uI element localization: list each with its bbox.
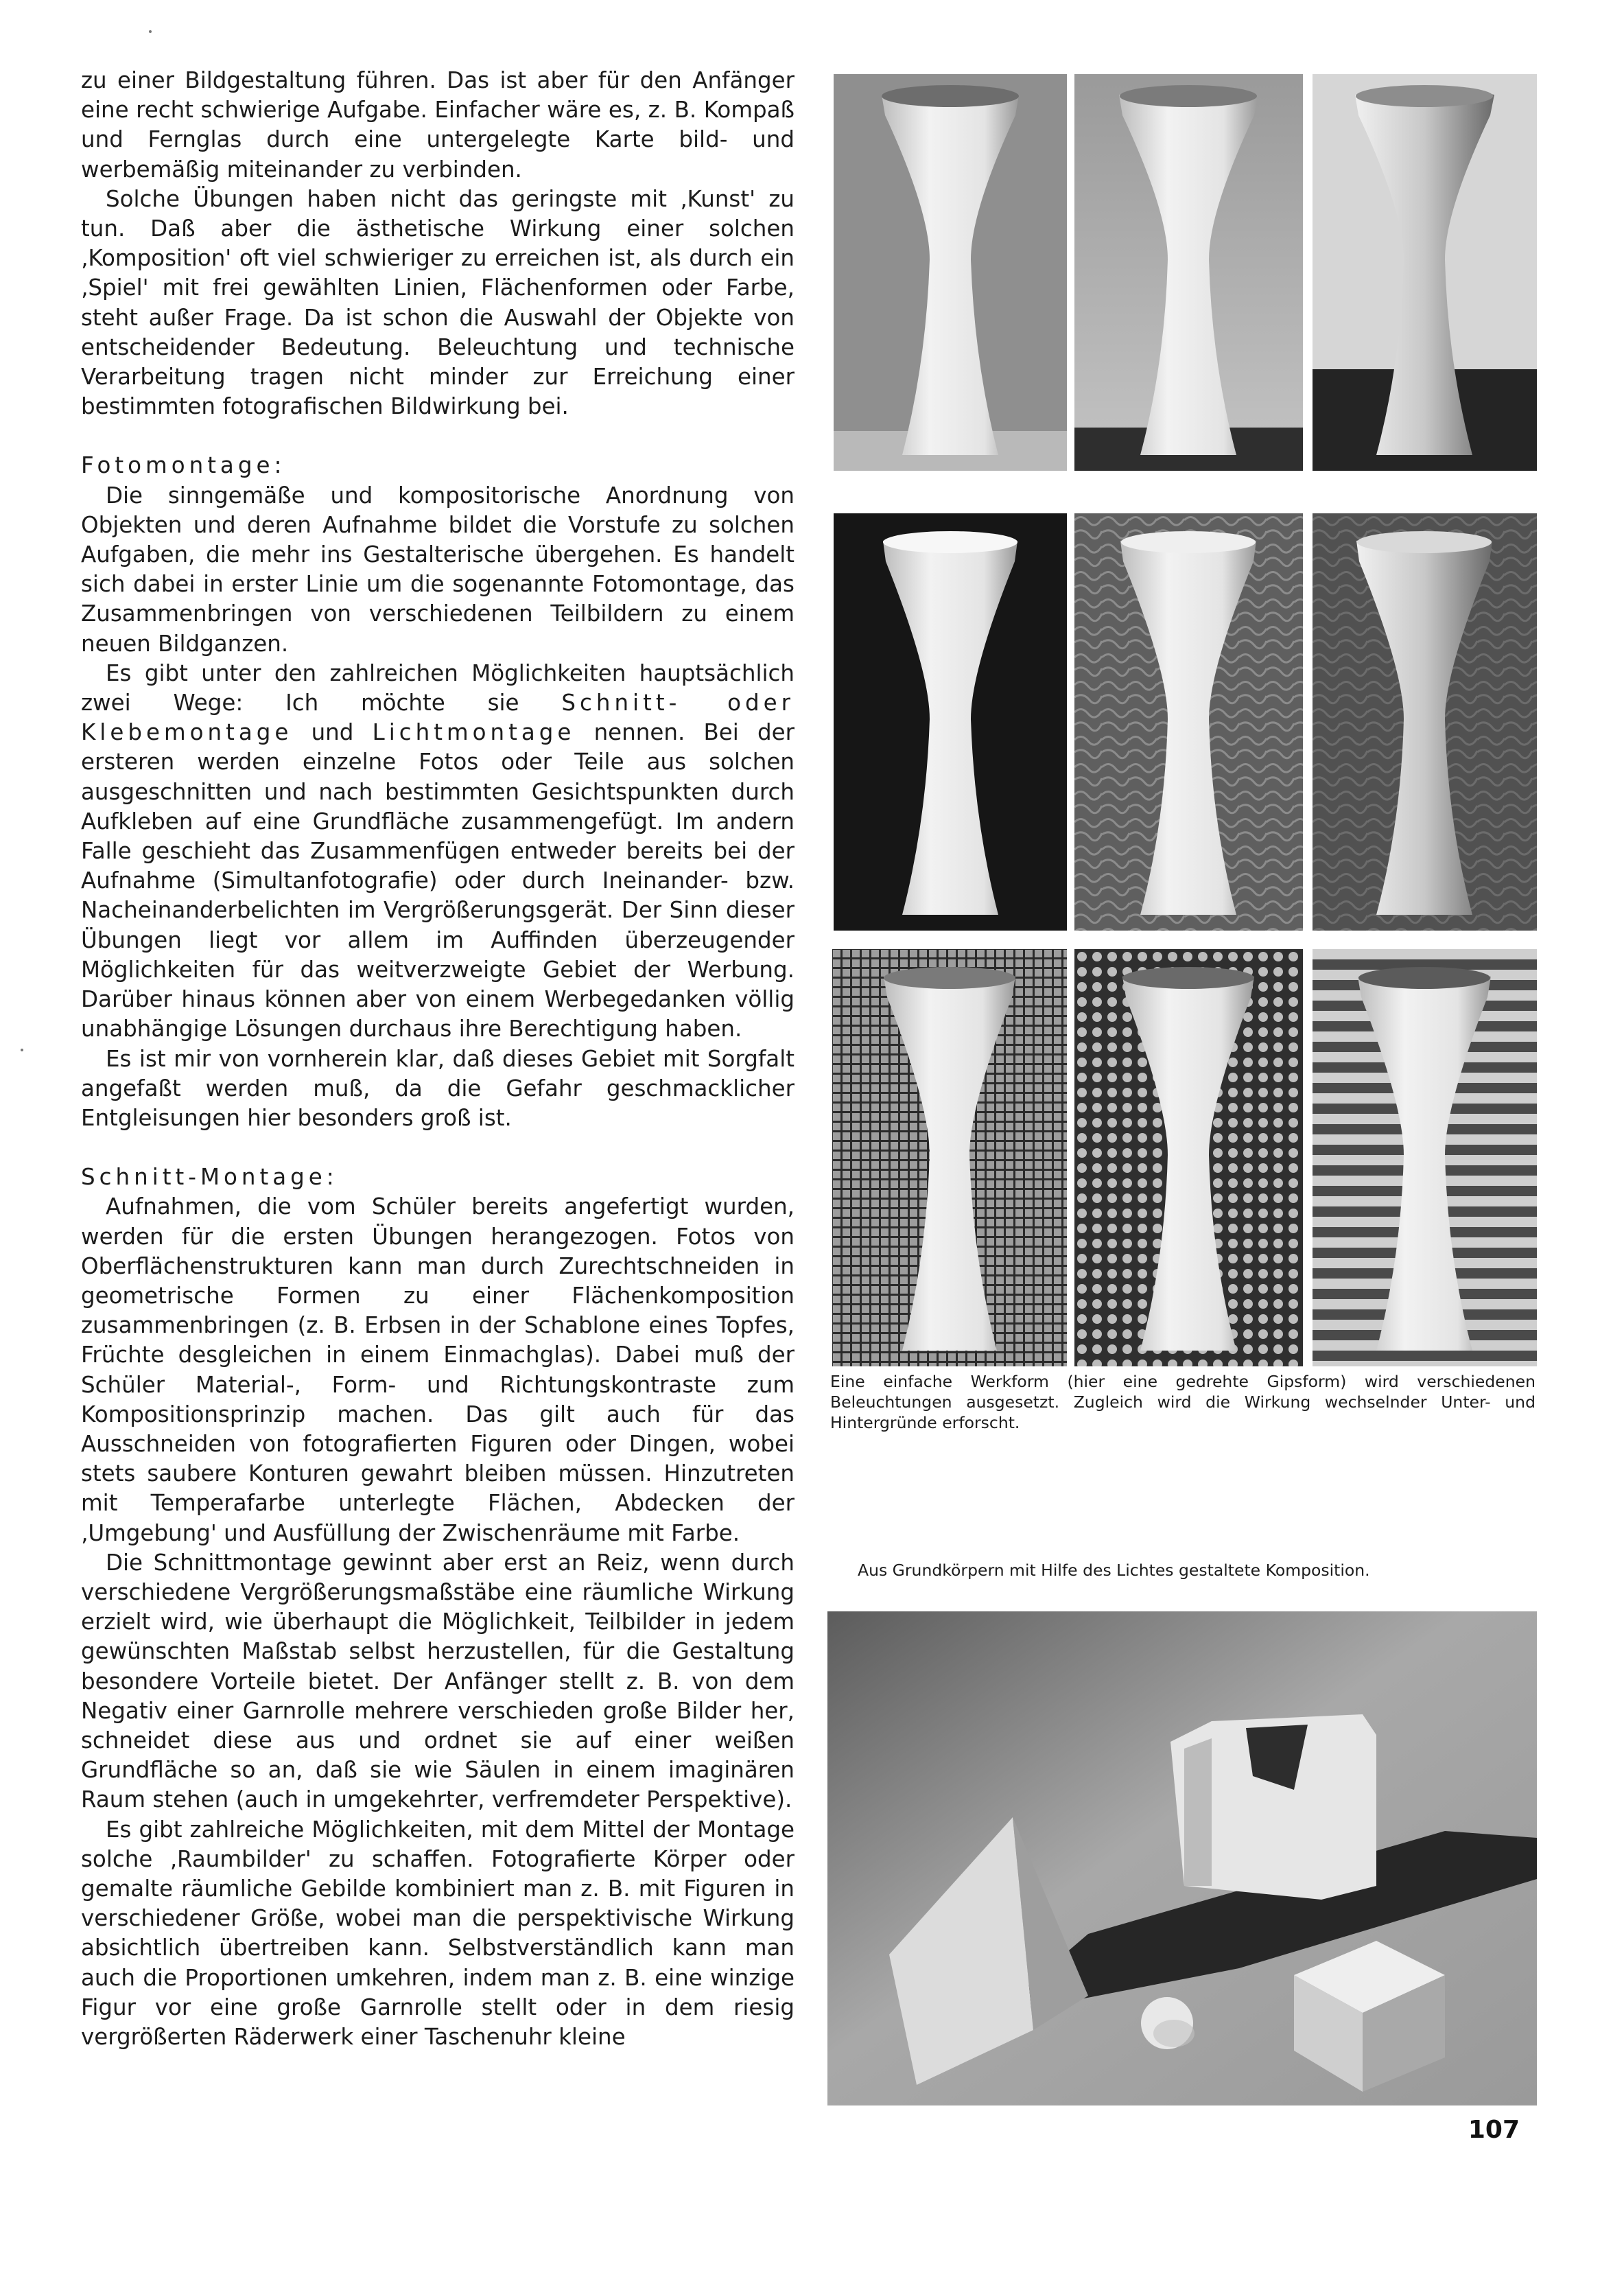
- caption-vase-series: Eine einfache Werkform (hier eine gedrehte Gipsform) wird verschiedenen Beleuchtungen ausgesetzt. Zugleich wird die Wirkung wechselnder Unter- und Hintergründe erforscht.: [830, 1372, 1535, 1432]
- vase-photo-2: [1074, 74, 1303, 471]
- composition-photo: [827, 1611, 1537, 2105]
- vase-photo-4: [834, 513, 1067, 931]
- paragraph-intro: zu einer Bildgestaltung führen. Das ist aber für den Anfänger eine recht schwierige Aufgabe. Einfacher wäre es, z. B. Kompaß und Fernglas durch eine untergelegte Karte bild- und werbemäßig miteinander zu verbinden.: [81, 67, 795, 183]
- page-number: 107: [1468, 2116, 1520, 2144]
- paragraph-kunst: Solche Übungen haben nicht das geringste mit ‚Kunst' zu tun. Daß aber die ästhetische Wirkung einer solchen ‚Komposition' oft viel schwieriger zu erreichen ist, als durch ein ‚Spiel' mit frei gewählten Linien, Flächenformen oder Farbe, steht außer Frage. Da ist schon die Auswahl der Objekte von entscheidender Bedeutung. Beleuchtung und technische Verarbeitung tragen nicht minder zur Erreichung einer bestimmten fotografischen Bildwirkung bei.: [81, 185, 795, 420]
- vase-photo-9: [1313, 949, 1537, 1366]
- vase-photo-7: [832, 949, 1067, 1366]
- paragraph-fotomontage: Die sinngemäße und kompositorische Anordnung von Objekten und deren Aufnahme bildet die Vorstufe zu solchen Aufgaben, die mehr ins Gestalterische übergehen. Es handelt sich dabei in erster Linie um die sogenannte Fotomontage, das Zusammenbringen von verschiedenen Teilbildern zu einem neuen Bildganzen.: [81, 482, 795, 657]
- caption-composition: Aus Grundkörpern mit Hilfe des Lichtes gestaltete Komposition.: [858, 1561, 1370, 1580]
- paragraph-uebungen: Aufnahmen, die vom Schüler bereits angefertigt wurden, werden für die ersten Übungen herangezogen. Fotos von Oberflächenstrukturen kann man durch Zurechtschneiden in geometrische Formen zu einer Flächenkomposition zusammenbringen (z. B. Erbsen in der Schablone eines Topfes, Früchte desgleichen in einem Einmachglas). Dabei muß der Schüler Material-, Form- und Richtungskontraste zum Kompositionsprinzip machen. Das gilt auch für das Ausschneiden von fotografierten Figuren oder Dingen, wobei stets saubere Konturen gewahrt bleiben müssen. Hinzutreten mit Temperafarbe unterlegte Flächen, Abdecken der ‚Umgebung' und Ausfüllung der Zwischenräume mit Farbe.: [81, 1193, 795, 1546]
- scan-mark: [149, 30, 152, 33]
- vase-photo-6: [1313, 513, 1537, 931]
- vase-photo-5: [1074, 513, 1303, 931]
- vase-photo-1: [834, 74, 1067, 471]
- vase-photo-3: [1313, 74, 1537, 471]
- heading-fotomontage: Fotomontage:: [81, 452, 286, 479]
- body-text-column: [81, 66, 795, 2052]
- paragraph-schnittmontage-reiz: Die Schnittmontage gewinnt aber erst an Reiz, wenn durch verschiedene Vergrößerungsmaßstäbe eine räumliche Wirkung erzielt wird, wie überhaupt die Möglichkeit, Teilbilder in jedem gewünschten Maßstab selbst herzustellen, für die Gestaltung besondere Vorteile bietet. Der Anfänger stellt z. B. von dem Negativ einer Garnrolle mehrere verschieden große Bilder her, schneidet diese aus und ordnet sie auf einer weißen Grundfläche so an, daß sie wie Säulen in einem imaginären Raum stehen (auch in umgekehrter, verfremdeter Perspektive).: [81, 1549, 795, 1813]
- heading-schnitt-montage: Schnitt-Montage:: [81, 1164, 338, 1191]
- scan-mark: [21, 1049, 23, 1051]
- term-lichtmontage: Lichtmontage: [372, 719, 576, 746]
- term-klebemontage: Schnitt- oder Klebemontage: [81, 690, 795, 746]
- paragraph-sorgfalt: Es ist mir von vornherein klar, daß dieses Gebiet mit Sorgfalt angefaßt werden muß, da die Gefahr geschmacklicher Entgleisungen hier besonders groß ist.: [81, 1045, 795, 1131]
- vase-photo-8: [1074, 949, 1303, 1366]
- paragraph-raumbilder: Es gibt zahlreiche Möglichkeiten, mit dem Mittel der Montage solche ‚Raumbilder' zu schaffen. Fotografierte Körper oder gemalte räumliche Gebilde kombiniert man z. B. mit Figuren in verschiedener Größe, wobei man die perspektivische Wirkung absichtlich übertreiben kann. Selbstverständlich kann man auch die Proportionen umkehren, indem man z. B. eine winzige Figur vor eine große Garnrolle stellt oder in dem riesig vergrößerten Räderwerk einer Taschenuhr kleine: [81, 1816, 795, 2050]
- paragraph-zwei-wege: Es gibt unter den zahlreichen Möglichkeiten hauptsächlich zwei Wege: Ich möchte sie Schnitt- oder Klebemontage und Lichtmontage nennen. Bei der ersteren werden einzelne Fotos oder Teile aus solchen ausgeschnitten und nach bestimmten Gesichtspunkten durch Aufkleben auf eine Grundfläche zusammengefügt. Im andern Falle geschieht das Zusammenfügen entweder bereits bei der Aufnahme (Simultanfotografie) oder durch Ineinander- bzw. Nacheinanderbelichten im Vergrößerungsgerät. Der Sinn dieser Übungen liegt vor allem im Auffinden überzeugender Möglichkeiten für das weitverzweigte Gebiet der Werbung. Darüber hinaus können aber von einem Werbegedanken völlig unabhängige Lösungen durchaus ihre Berechtigung haben.: [81, 660, 795, 1042]
